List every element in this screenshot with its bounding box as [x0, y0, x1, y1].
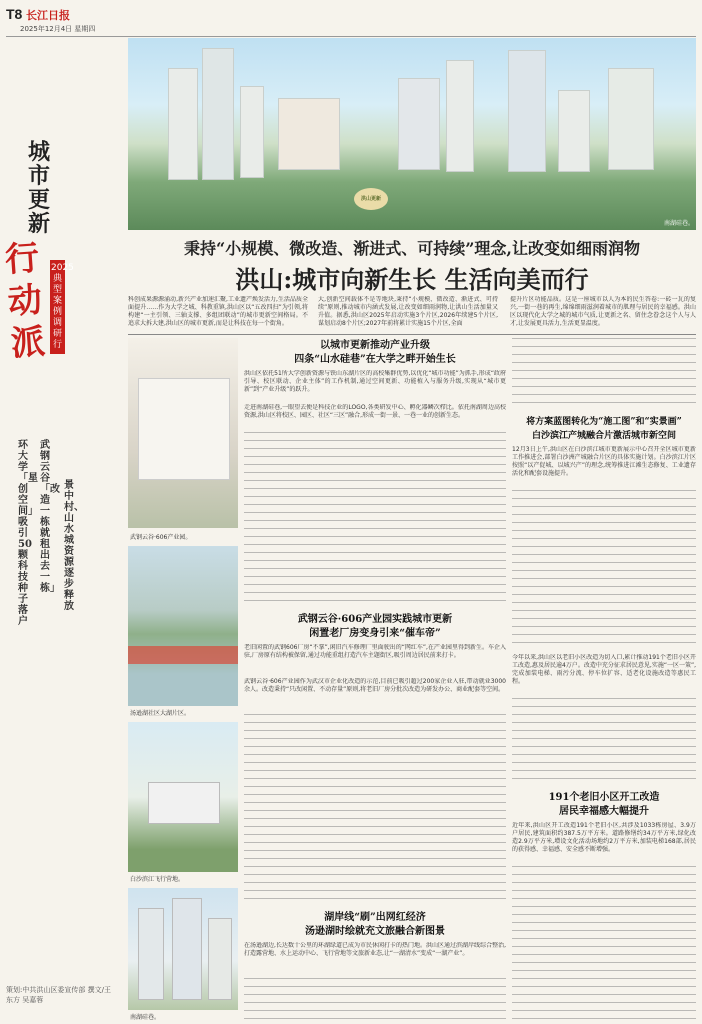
intro-col-3: 提升片区功能品质。这是一座城市以人为本的民生答卷:一砖一瓦的复兴,一街一巷的再生,绵绵细雨滋润着城市的肌理与居民的幸福感。洪山区以现代化大学之城的城市气质,让更新之名、留住念眷念这个人与人才,让发展更具活力,生活更显温度。 [510, 296, 696, 327]
section5-title-2: 居民幸福感大幅提升 [559, 806, 649, 817]
section3-title-2: 汤逊湖时绘就充文旅融合新图景 [305, 926, 445, 937]
section5-lead: 近年来,洪山区开工改造191个老旧小区,共涉及1033栋房屋、3.9万户居民,建筑面积约387.5万平方米。道路修缮约34万平方米,绿化改造2.9万平方米,增设文化活动场地约2万平方米,加装电梯168部,居民的获得感、幸福感、安全感不断增强。 [512, 822, 696, 853]
headline-subtitle: 秉持“小规模、微改造、渐进式、可持续”理念,让改变如细雨润物 [184, 239, 640, 258]
photo-baisha-airfield [128, 722, 238, 872]
section5-body-text [512, 866, 696, 1020]
photo3-caption: 白沙滨江飞行营地。 [130, 876, 185, 883]
photo-tangxun-lake [128, 546, 238, 706]
section4-body-text [512, 490, 696, 650]
series-badge: 2025典型案例调研行 [50, 260, 65, 354]
section1-title-1: 以城市更新推动产业升级 [320, 340, 430, 351]
header-rule [6, 36, 696, 37]
section-title: 城市更新 [28, 139, 51, 237]
section4-title-1: 将方案蓝图转化为“施工图”和“实景画” [526, 417, 682, 427]
section3-lead: 在汤逊湖边,长达数十公里的环湖绿道已成为市民休闲打卡的热门地。洪山区通过滨湖岸线综合整治,打造露营地、水上运动中心、飞行营地等文旅新业态,让“一湖清水”变成“一湖产业”。 [244, 942, 506, 957]
intro-col-2: 大,创新空间载体不是等地块,秉持“小规模、微改造、渐进式、可持续”原则,推动城市内涵式发展,让改变如细雨润物,让洪山生活加量又升值。据悉,洪山区2025年启动实施3个片区,2026年续建5个片区,谋划启动8个片区;2027年前将累计实施15个片区,全面 [318, 296, 498, 327]
issue-date: 2025年12月4日 星期四 [20, 25, 96, 33]
section2-body-text [244, 714, 506, 906]
intro-col-1: 科创成果源源涌动,新兴产业加速汇聚,工业遗产焕发活力,生活品质全面提升……作为大学之城、科教重镇,洪山区以“五改四扫”为引领,将构建“一主引领、三轴支撑、多组团联动”的城市更新空间格局。不追求大拆大建,洪山区的城市更新,而是让科技在每一个街角。 [128, 296, 308, 327]
photo4-caption: 南湖硅巷。 [130, 1014, 161, 1021]
section2-para: 武钢云谷·606产业园作为武汉市企业化改造的示范,目前已吸引超过200家企业入驻,带动就业3000余人。改造秉持“只改闲置、不动存量”原则,将老旧厂房分批次改造为研发办公、商业配套等空间。 [244, 678, 506, 693]
sidebar-column-1: 景中村、山水城资源逐步释放 [64, 480, 84, 612]
page-number: T8 [6, 6, 23, 22]
section3-title-1: 湖岸线“刷”出网红经济 [324, 912, 426, 923]
photo-nanhu-guixiang [128, 888, 238, 1010]
hero-logo: 洪山更新 [354, 188, 388, 210]
right-top-body-text [512, 338, 696, 408]
photo2-caption: 汤逊湖社区大湖片区。 [130, 710, 191, 717]
photo-wugang-606 [128, 338, 238, 528]
hero-caption: 南湖硅巷。 [663, 220, 694, 227]
section2-title-1: 武钢云谷·606产业园实践城市更新 [297, 614, 453, 625]
section1-title-2: 四条“山水硅巷”在大学之畔开始生长 [294, 354, 456, 365]
section1-para: 走进南湖硅巷,一眼望去便是科技企业的LOGO,各类研发中心、孵化器鳞次栉比。依托南湖周边高校资源,洪山区将校区、园区、社区“三区”融合,形成一街一景、一巷一业的创新生态。 [244, 404, 506, 419]
headline-title: 洪山:城市向新生长 生活向美而行 [235, 265, 589, 294]
section4-title-2: 白沙滨江产城融合片激活城市新空间 [531, 431, 676, 441]
section2-lead: 老旧闲置的武钢606厂房“不掌”,闲旧汽车修理厂里面驶出的“网红车”,在产业园里得到新生。车企入驻,厂房原有结构被保留,通过功能重组打造汽车主题街区,吸引周边居民前来打卡。 [244, 644, 506, 659]
section1-body-text [244, 432, 506, 608]
newspaper-logo: 长江日报 [26, 9, 70, 22]
section4-para: 今年以来,洪山区以老旧小区改造为切入口,累计推动191个老旧小区开工改造,惠及居民逾4万户。改造中充分征求居民意见,实施“一区一策”,完成加装电梯、雨污分流、停车位扩容、适老化设施改造等惠民工程。 [512, 654, 696, 685]
section4-more-text [512, 698, 696, 786]
intro-rule [128, 334, 696, 335]
hero-photo [128, 38, 696, 230]
section5-title-1: 191个老旧小区开工改造 [548, 792, 660, 803]
credit-line: 策划:中共洪山区委宣传部 撰文/王东方 吴嘉蓉 [6, 986, 111, 1004]
sidebar-column-3: 环大学「星创空间」吸引50颗科技种子落户 [18, 440, 38, 627]
photo1-caption: 武钢云谷·606产业园。 [130, 534, 192, 541]
section1-lead: 洪山区依托51所大学创新资源与铁山东湖片区的高校集群优势,以优化“城市功能”为抓手,形成“政府引导、校区联动、企业主体”的工作机制,通过空间更新、功能植入与服务升级,实现从“城市更新”到“产业升级”的跃升。 [244, 370, 506, 393]
sidebar-column-2: 武钢云谷「改造一栋就租出去一栋」 [40, 440, 60, 594]
section3-body-text [244, 978, 506, 1020]
brush-title: 行动派 [3, 238, 47, 365]
section4-lead: 12月3日上午,洪山区在白沙滨江城市更新展示中心召开全区城市更新工作推进会,部署白沙洲产城融合片区的具体实施计划。白沙滨江片区按照“以产促城、以城兴产”的理念,统筹推进江滩生态修复、工业遗存活化和配套设施提升。 [512, 446, 696, 477]
section2-title-2: 闲置老厂房变身引来“催车帝” [309, 628, 441, 639]
